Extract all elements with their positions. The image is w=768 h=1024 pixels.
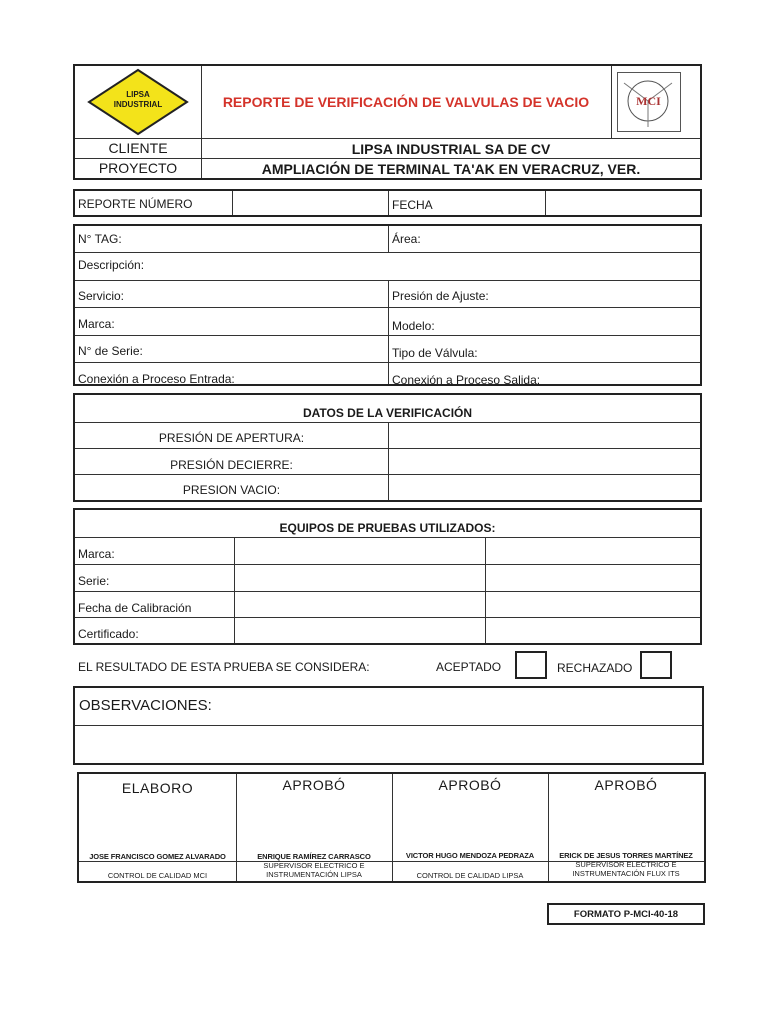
tag-label: N° TAG: (78, 232, 122, 246)
equipment-block (73, 508, 702, 645)
marca-label: Marca: (78, 317, 115, 331)
report-divider-1 (232, 191, 233, 215)
presion-cierre-label: PRESIÓN DECIERRE: (170, 458, 293, 472)
title-right-divider (611, 66, 612, 138)
fecha-calibracion-label: Fecha de Calibración (78, 601, 192, 615)
verification-block (73, 393, 702, 502)
proyecto-label: PROYECTO (98, 160, 178, 176)
tipo-valvula-label: Tipo de Válvula: (392, 346, 478, 360)
aceptado-checkbox[interactable] (515, 651, 547, 679)
signature-role-2b: INSTRUMENTACIÓN LIPSA (266, 870, 362, 879)
equip-divider-1 (234, 537, 235, 643)
observations-block (73, 686, 704, 765)
aceptado-label: ACEPTADO (436, 660, 502, 674)
report-divider-3 (545, 191, 546, 215)
area-label: Área: (392, 232, 421, 246)
servicio-label: Servicio: (78, 289, 125, 303)
serie-label: N° de Serie: (78, 344, 143, 358)
signature-role-3a: CONTROL DE CALIDAD LIPSA (416, 871, 524, 880)
proyecto-value: AMPLIACIÓN DE TERMINAL TA'AK EN VERACRUZ, VER. (261, 161, 641, 177)
fecha-label: FECHA (392, 198, 433, 212)
signature-name-2: ENRIQUE RAMÍREZ CARRASCO (257, 852, 371, 861)
reporte-numero-label: REPORTE NÚMERO (78, 197, 193, 211)
modelo-label: Modelo: (392, 319, 435, 333)
observaciones-label: OBSERVACIONES: (79, 697, 212, 714)
equip-line-3 (75, 591, 700, 592)
equip-marca-label: Marca: (78, 547, 115, 561)
signatures-block (77, 772, 706, 883)
equip-line-4 (75, 617, 700, 618)
signature-head-4: APROBÓ (594, 777, 658, 793)
descripcion-label: Descripción: (78, 258, 145, 272)
rechazado-checkbox[interactable] (640, 651, 672, 679)
format-code: FORMATO P-MCI-40-18 (573, 909, 679, 920)
conexion-salida-label: Conexión a Proceso Salida: (392, 373, 541, 387)
signature-role-4b: INSTRUMENTACIÓN FLUX ITS (572, 869, 680, 878)
presion-apertura-label: PRESIÓN DE APERTURA: (158, 431, 305, 445)
signature-name-3: VICTOR HUGO MENDOZA PEDRAZA (405, 851, 535, 860)
signature-head-3: APROBÓ (438, 777, 502, 793)
signature-head-1: ELABORO (121, 780, 194, 796)
verif-divider (388, 422, 389, 500)
result-text: EL RESULTADO DE ESTA PRUEBA SE CONSIDERA: (78, 660, 370, 674)
equip-divider-2 (485, 537, 486, 643)
equipment-title: EQUIPOS DE PRUEBAS UTILIZADOS: (279, 521, 496, 535)
valve-line-1 (75, 252, 700, 253)
equip-serie-label: Serie: (78, 574, 110, 588)
header-block (73, 64, 702, 180)
valve-divider-top (388, 226, 389, 252)
report-number-row (73, 189, 702, 217)
verification-title: DATOS DE LA VERIFICACIÓN (302, 406, 473, 420)
cliente-label: CLIENTE (108, 140, 168, 156)
report-title: REPORTE DE VERIFICACIÓN DE VALVULAS DE VACIO (222, 94, 590, 110)
valve-info-block (73, 224, 702, 386)
mci-logo (617, 72, 681, 132)
header-divider-1 (75, 138, 700, 139)
certificado-label: Certificado: (78, 627, 139, 641)
equip-line-1 (75, 537, 700, 538)
mci-logo-text: MCI (636, 94, 661, 108)
conexion-entrada-label: Conexión a Proceso Entrada: (78, 372, 235, 386)
report-divider-2 (388, 191, 389, 215)
header-divider-2 (75, 158, 700, 159)
valve-divider-bottom (388, 280, 389, 384)
observations-field[interactable] (75, 726, 702, 763)
signature-role-2a: SUPERVISOR ELECTRICO E (263, 861, 365, 870)
signature-name-1: JOSE FRANCISCO GOMEZ ALVARADO (89, 852, 226, 861)
cliente-value: LIPSA INDUSTRIAL SA DE CV (351, 141, 551, 157)
presion-vacio-label: PRESION VACIO: (182, 483, 281, 497)
rechazado-label: RECHAZADO (557, 661, 633, 675)
logo-text-line1: LIPSA (126, 90, 150, 99)
signature-role-4a: SUPERVISOR ELECTRICO E (575, 860, 677, 869)
presion-ajuste-label: Presión de Ajuste: (392, 289, 489, 303)
signature-head-2: APROBÓ (282, 777, 346, 793)
lipsa-logo (75, 66, 201, 138)
logo-text-line2: INDUSTRIAL (113, 100, 163, 109)
format-code-box (547, 903, 705, 925)
signature-role-1a: CONTROL DE CALIDAD MCI (107, 871, 208, 880)
signature-name-4: ERICK DE JESUS TORRES MARTÍNEZ (559, 851, 693, 860)
equip-line-2 (75, 564, 700, 565)
